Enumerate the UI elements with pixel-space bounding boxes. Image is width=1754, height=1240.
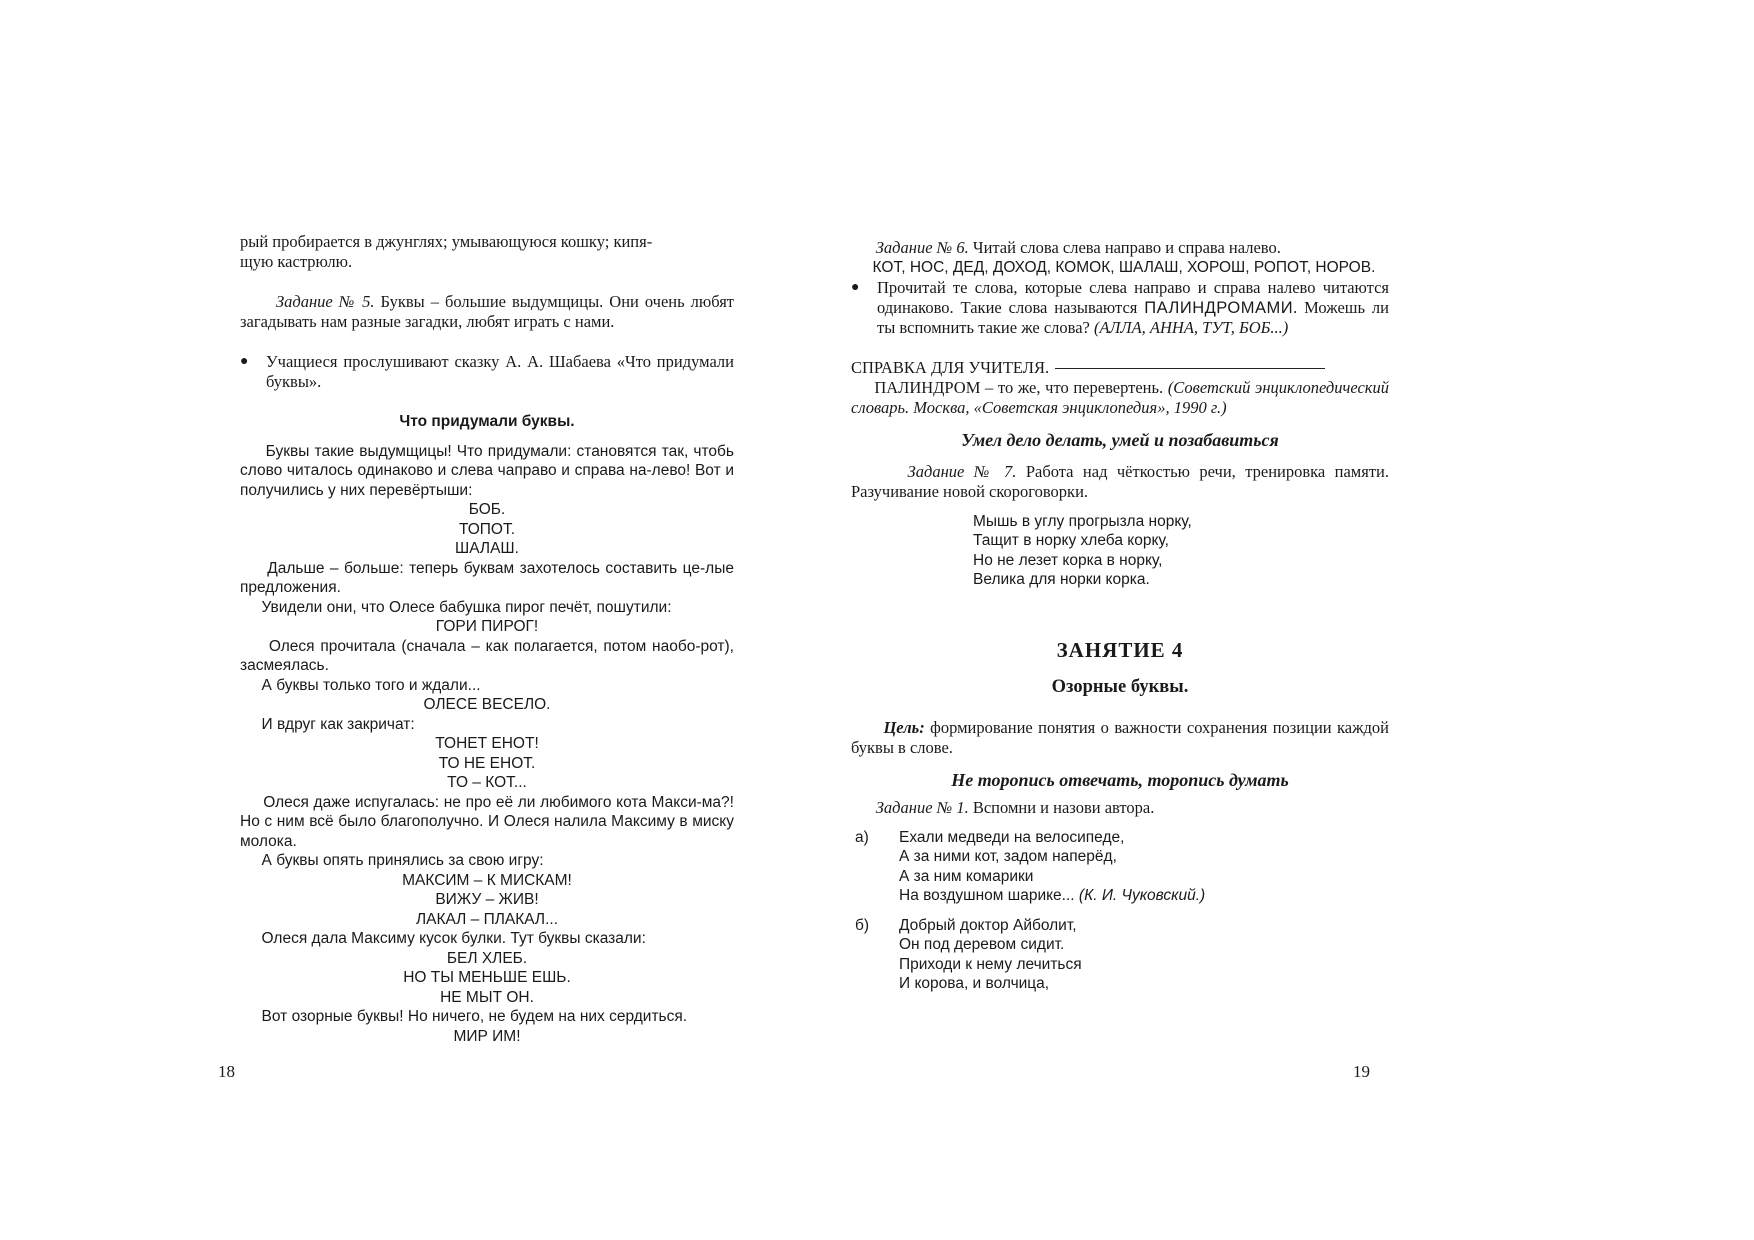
chapter-title: ЗАНЯТИЕ 4 xyxy=(1056,637,1184,662)
story-body xyxy=(240,442,734,1047)
bullet-palindromes: ● Прочитай те слова, которые слева направо и справа налево читаются одинаково. Такие слова называются ПАЛИНДРОМАМИ. Можешь ли ты вспомнить такие же слова? (АЛЛА, АННА, ТУТ, БОБ...) xyxy=(851,277,1389,337)
reference-term: ПАЛИНДРОМ xyxy=(874,377,981,397)
right-page xyxy=(851,0,1754,1240)
palindrome-phrase: БЕЛ ХЛЕБ. xyxy=(446,949,528,967)
reference-rule xyxy=(1055,368,1325,369)
reference-label: СПРАВКА ДЛЯ УЧИТЕЛЯ. xyxy=(851,357,1050,377)
story-paragraph: А буквы только того и ждали... xyxy=(261,676,481,694)
bullet-icon: ● xyxy=(851,279,860,295)
intro-text: рый пробирается в джунглях; умывающуюся кошку; кипя- щую кастрюлю. xyxy=(240,232,653,271)
task-5-text: Буквы – большие выдумщицы. Они очень любят загадывать нам разные загадки, любят играть с нами. xyxy=(240,292,734,331)
palindrome-phrase: МАКСИМ – К МИСКАМ! xyxy=(402,871,572,889)
palindrome-word: ШАЛАШ. xyxy=(455,540,519,557)
task-5-label: Задание № 5. xyxy=(275,292,375,311)
poem-item-b: б) Добрый доктор Айболит, Он под деревом сидит. Приходи к нему лечиться И корова, и волчица, xyxy=(855,916,1082,992)
palindrome-phrase: ВИЖУ – ЖИВ! xyxy=(435,891,539,908)
story-title: Что придумали буквы. xyxy=(399,413,575,430)
reference-source: (Советский энциклопедический словарь. Москва, «Советская энциклопедия», 1990 г.) xyxy=(851,377,1389,417)
task-1: Задание № 1. Вспомни и назови автора. xyxy=(875,797,1155,817)
section-heading: Не торопись отвечать, торопись думать xyxy=(951,769,1289,790)
task-6: Задание № 6. Читай слова слева направо и справа налево. xyxy=(875,238,1281,257)
story-paragraph: Олеся прочитала (сначала – как полагается, потом наобо-рот), засмеялась. xyxy=(240,637,734,674)
palindrome-phrase: ТОНЕТ ЕНОТ! xyxy=(435,735,539,752)
chapter-subtitle: Озорные буквы. xyxy=(1051,676,1189,697)
task-7: Задание № 7. Работа над чёткостью речи, тренировка памяти. Разучивание новой скороговорки. xyxy=(851,461,1390,501)
poem-item-a: а) Ехали медведи на велосипеде, А за ними кот, задом наперёд, А за ним комарики На воздушном шарике... (К. И. Чуковский.) xyxy=(855,828,1206,904)
page-number-right: 19 xyxy=(1353,1062,1370,1081)
bullet-icon: ● xyxy=(240,354,249,369)
story-paragraph: Олеся дала Максиму кусок булки. Тут буквы сказали: xyxy=(261,930,646,947)
palindrome-phrase: ТО НЕ ЕНОТ. xyxy=(438,754,536,772)
story-paragraph: Увидели они, что Олесе бабушка пирог печёт, пошутили: xyxy=(261,598,672,616)
story-paragraph: Олеся даже испугалась: не про её ли любимого кота Макси-ма?! Но с ним всё было благополучно. И Олеся налила Максиму в миску молока. xyxy=(240,793,734,850)
palindrome-phrase: ТО – КОТ... xyxy=(447,774,527,791)
palindrome-phrase: НЕ МЫТ ОН. xyxy=(440,988,534,1006)
palindrome-phrase: ЛАКАЛ – ПЛАКАЛ... xyxy=(415,910,559,928)
palindrome-phrase: НО ТЫ МЕНЬШЕ ЕШЬ. xyxy=(403,969,571,986)
story-paragraph: Вот озорные буквы! Но ничего, не будем на них сердиться. xyxy=(261,1008,688,1025)
teacher-reference: СПРАВКА ДЛЯ УЧИТЕЛЯ. ПАЛИНДРОМ – то же, что перевертень. (Советский энциклопедический словарь. Москва, «Советская энциклопедия», 1990 г.) xyxy=(851,357,1389,417)
story-paragraph: А буквы опять принялись за свою игру: xyxy=(261,852,544,869)
palindrome-word: БОБ. xyxy=(468,501,506,518)
page-number-left: 18 xyxy=(218,1062,235,1081)
task-6-words: КОТ, НОС, ДЕД, ДОХОД, КОМОК, ШАЛАШ, ХОРОШ, РОПОТ, НОРОВ. xyxy=(872,259,1376,276)
story-paragraph: Дальше – больше: теперь буквам захотелось составить це-лые предложения. xyxy=(240,559,734,596)
bullet-listen-story: ● Учащиеся прослушивают сказку А. А. Шабаева «Что придумали буквы». xyxy=(240,352,734,391)
palindrome-phrase: ГОРИ ПИРОГ! xyxy=(435,618,539,635)
left-column xyxy=(240,232,734,1046)
palindrome-phrase: МИР ИМ! xyxy=(453,1027,521,1045)
lesson-goal: Цель: формирование понятия о важности сохранения позиции каждой буквы в слове. xyxy=(851,717,1389,757)
task-5 xyxy=(240,292,734,332)
palindrome-term: ПАЛИНДРОМАМИ xyxy=(1144,298,1294,317)
right-column-content xyxy=(851,238,1389,994)
palindrome-examples: (АЛЛА, АННА, ТУТ, БОБ...) xyxy=(1093,317,1289,337)
poem-author: (К. И. Чуковский.) xyxy=(1078,887,1206,904)
tongue-twister: Мышь в углу прогрызла норку, Тащит в норку хлеба корку, Но не лезет корка в норку, Велика для норки корка. xyxy=(973,512,1192,588)
palindrome-phrase: ОЛЕСЕ ВЕСЕЛО. xyxy=(423,696,551,713)
story-paragraph: И вдруг как закричат: xyxy=(261,715,415,733)
section-heading: Умел дело делать, умей и позабавиться xyxy=(961,429,1279,450)
palindrome-word: ТОПОТ. xyxy=(458,520,516,538)
story-paragraph: Буквы такие выдумщицы! Что придумали: становятся так, чтобь слово читалось одинаково и слева чаправо и справа на-лево! Вот и получились у них перевёртыши: xyxy=(240,442,734,499)
